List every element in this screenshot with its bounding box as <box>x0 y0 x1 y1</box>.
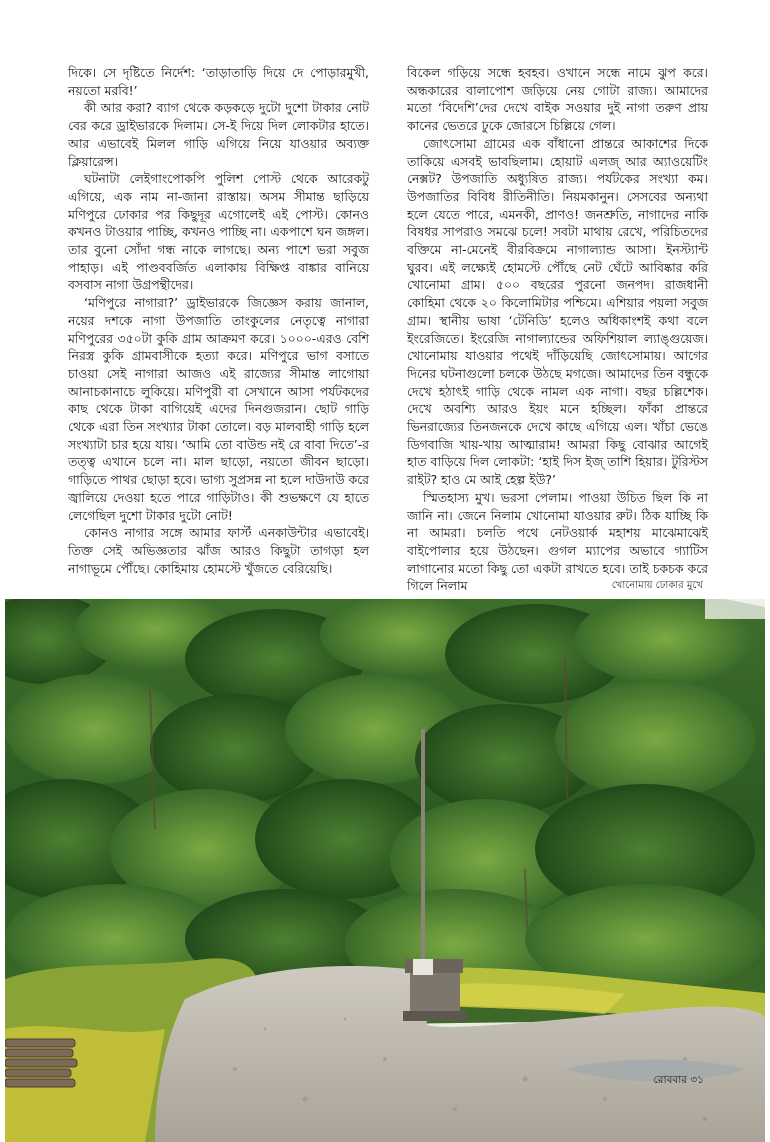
photo-caption: খোনোমায় ঢোকার মুখে <box>611 580 703 591</box>
paragraph: ঘটনাটা লেইগাংপোকপি পুলিশ পোস্ট থেকে আরেকটু এগিয়ে, এক নাম না-জানা রাস্তায়। অসম সীমান্ত ছাড়িয়ে মণিপুরে ঢোকার পর কিছুদূর এগোলেই এই পোস্ট। কোনও কখনও টাওয়ার পাচ্ছি, কখনও পাচ্ছি না। একপাশে ঘন জঙ্গল। তার বুনো সোঁদা গন্ধ নাকে লাগছে। অন্য পাশে ভরা সবুজ পাহাড়। এই পাণ্ডববর্জিত এলাকায় বিক্ষিপ্ত বাঙ্কার বানিয়ে বসবাস নাগা উগ্রপন্থীদের। <box>68 171 369 293</box>
khonoma-road-photo <box>5 599 765 1142</box>
paragraph: স্মিতহাস্য মুখ। ভরসা পেলাম। পাওয়া উচিত ছিল কি না জানি না। জেনে নিলাম খোনোমা যাওয়ার রুট। ঠিক যাচ্ছি কি না আমরা। চলতি পথে নেটওয়ার্ক মহাশয় মাঝেমাঝেই বাইপোলার হয়ে উঠছেন। গুগল ম্যাপের অভাবে গ্যাটিস লাগানোর মতো কিছু তো একটা রাখতে হবে। তাই চকচক করে গিলে নিলাম <box>407 489 708 594</box>
paragraph: বিকেল গড়িয়ে সন্ধে হবহব। ওখানে সন্ধে নামে ঝুপ করে। অন্ধকারের বালাপোশ জড়িয়ে নেয় গোটা রাজ্য। আমাদের মতো ‘বিদেশি’দের দেখে বাইক সওয়ার দুই নাগা তরুণ প্রায় কানের ভেতরে ঢুকে জোরসে চিল্লিয়ে গেল। <box>407 65 708 134</box>
paragraph: জোৎসোমা গ্রামের এক বাঁধানো প্রান্তরে আকাশের দিকে তাকিয়ে এসবই ভাবছিলাম। হোয়াট এলজ্ আর অ্যাওয়েটিং নেক্সট? উপজাতি অধ্যুষিত রাজ্য। পর্যটকের সংখ্যা কম। উপজাতির বিবিধ রীতিনীতি। নিয়মকানুন। সেসবের অন্যথা হলে যেতে পারে, এমনকী, প্রাণও! জনশ্রুতি, নাগাদের নাকি বিষধর সাপরাও সমঝে চলে! সবটা মাথায় রেখে, পরিচিতদের বক্তিমে না-মেনেই বীরবিক্রমে নাগাল্যান্ড আসা। ইনস্ট্যান্ট ঘুরব। এই লক্ষ্যেই হোমস্টে পৌঁছে নেট ঘেঁটে আবিষ্কার করি খোনোমা গ্রাম। ৫০০ বছরের পুরনো জনপদ। রাজধানী কোহিমা থেকে ২০ কিলোমিটার পশ্চিমে। এশিয়ার পয়লা সবুজ গ্রাম। স্থানীয় ভাষা ‘টেনিডি’ হলেও অধিকাংশই কথা বলে ইংরেজিতে। ইংরেজি নাগাল্যান্ডের অফিশিয়াল ল্যাঙ্গুয়েজ। খোনোমায় যাওয়ার পথেই দাঁড়িয়েছি জোৎসোমায়। আগের দিনের ঘটনাগুলো চলকে উঠছে মগজে। আমাদের তিন বন্ধুকে দেখে হঠাৎই গাড়ি থেকে নামল এক নাগা। বছর চল্লিশেক। দেখে অবশ্যি আরও ইয়ং মনে হচ্ছিল। ফাঁকা প্রান্তরে ভিনরাজ্যের তিনজনকে দেখে কাছে এগিয়ে এল। খাঁচা ভেঙে ডিগবাজি খায়-খায় আত্মারাম! আমরা কিছু বোঝার আগেই হাত বাড়িয়ে দিল লোকটা: ‘হাই দিস ইজ্ তাশি হিয়ার। টুরিস্টস রাইট? হাও মে আই হেল্প ইউ?’ <box>407 135 708 488</box>
paragraph: দিকে। সে দৃষ্টিতে নির্দেশ: ‘তাড়াতাড়ি দিয়ে দে পোড়ারমুখী, নয়তো মরবি!’ <box>68 65 369 98</box>
paragraph: কোনও নাগার সঙ্গে আমার ফার্স্ট এনকাউন্টার এভাবেই। তিক্ত সেই অভিজ্ঞতার ঝাঁজ আরও কিছুটা তাগড়া হল নাগাভূমে পৌঁছে। কোহিমায় হোমস্টে খুঁজতে বেরিয়েছি। <box>68 525 369 576</box>
page-number: রোববার ৩১ <box>653 1074 704 1086</box>
article-column-left <box>68 64 369 576</box>
paragraph: কী আর করা? ব্যাগ থেকে কড়কড়ে দুটো দুশো টাকার নোট বের করে ড্রাইভারকে দিলাম। সে-ই দিয়ে দিল লোকটার হাতে। আর এভাবেই মিলল গাড়ি এগিয়ে নিয়ে যাওয়ার অব্যক্ত ক্লিয়ারেন্স। <box>68 100 369 169</box>
paragraph: ‘মণিপুরে নাগারা?’ ড্রাইভারকে জিজ্ঞেস করায় জানাল, নয়ের দশকে নাগা উপজাতি তাংকুলের নেতৃত্বে নাগারা মণিপুরের ৩৫০টা কুকি গ্রাম আক্রমণ করে। ১০০০-এরও বেশি নিরস্ত্র কুকি গ্রামবাসীকে হত্যা করে। মণিপুরে ভাগ বসাতে চাওয়া সেই নাগারা আজও এই রাজ্যের সীমান্ত লাগোয়া আনাচকানাচে লুকিয়ে। মণিপুরী বা সেখানে আসা পর্যটকদের কাছ থেকে টাকা বাগিয়েই এদের দিনগুজরান। ছোট গাড়ি থেকে এরা তিন সংখ্যার টাকা তোলে। বড় মালবাহী গাড়ি হলে সংখ্যাটা চার হয়ে যায়। ‘আমি তো বাউন্ড নই রে বাবা দিতে’-র তত্ত্ব এখানে চলে না। মাল ছাড়ো, নয়তো জীবন ছাড়ো। গাড়িতে পাথর ছোড়া হবে। ভাগ্য সুপ্রসন্ন না হলে দাউদাউ করে জ্বালিয়ে দেওয়া হতে পারে গাড়িটাও। কী শুভক্ষণে যে হাতে লেগেছিল দুশো টাকার দুটো নোট! <box>68 295 369 523</box>
